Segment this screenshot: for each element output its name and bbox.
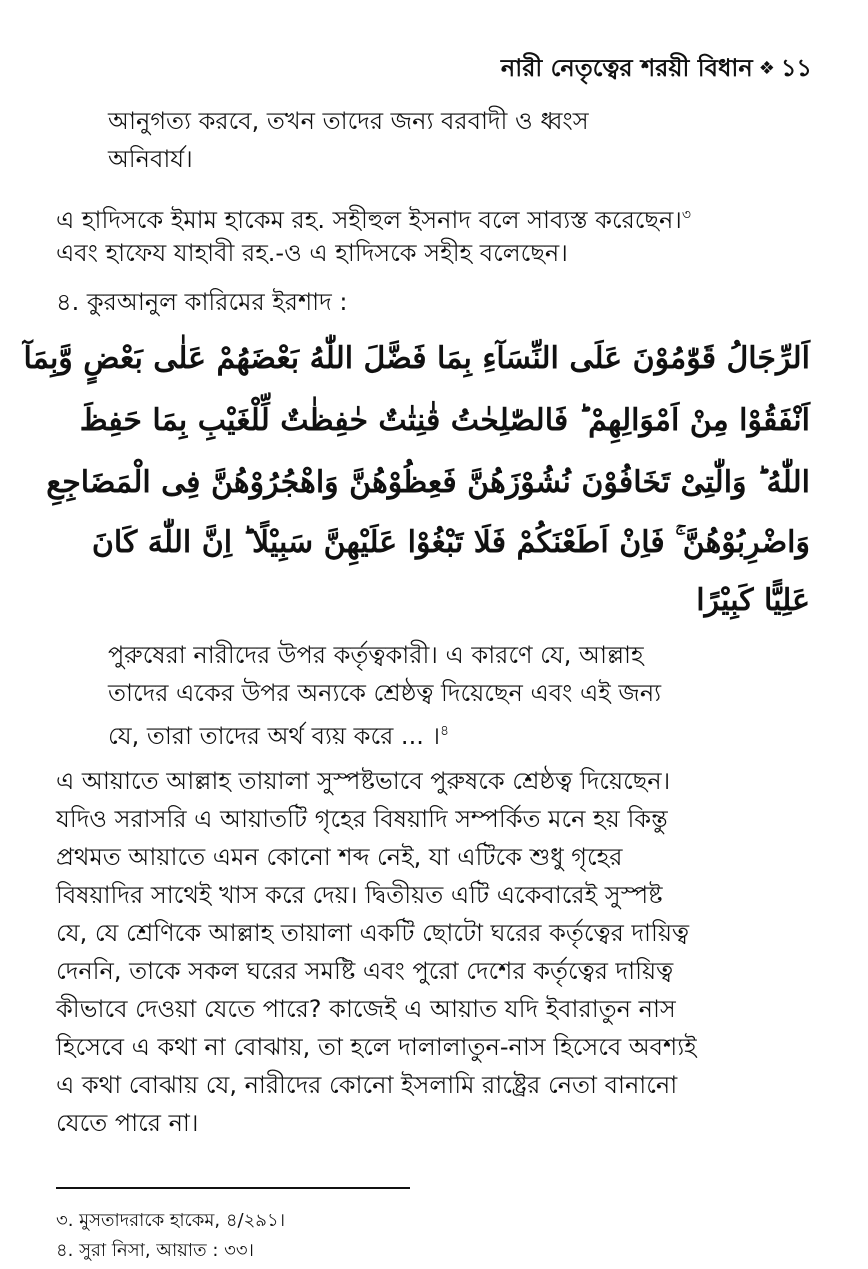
body-line-5: যে, যে শ্রেণিকে আল্লাহ তায়ালা একটি ছোটো ঘরের কর্তৃত্বের দায়িত্ব (56, 919, 690, 947)
arabic-verse-line-2: اَنْفَقُوْا مِنْ اَمْوَالِهِمْ ؕ فَالصّٰلِحٰتُ قٰنِتٰتٌ حٰفِظٰتٌ لِّلْغَيْبِ بِمَا حَفِظَ (79, 403, 810, 438)
running-header (501, 50, 812, 90)
arabic-verse-line-1: اَلرِّجَالُ قَوّٰمُوْنَ عَلَى النِّسَآءِ بِمَا فَضَّلَ اللّٰهُ بَعْضَهُمْ عَلٰى بَعْضٍ وَّبِمَآ (23, 341, 810, 376)
body-line-9: এ কথা বোঝায় যে, নারীদের কোনো ইসলামি রাষ্ট্রের নেতা বানানো (56, 1071, 678, 1099)
footnote-divider (56, 1187, 410, 1189)
quote-line-2: অনিবার্য। (108, 145, 193, 173)
ornament-icon: ❖ (758, 58, 775, 79)
body-line-7: কীভাবে দেওয়া যেতে পারে? কাজেই এ আয়াত যদি ইবারাতুন নাস (56, 995, 676, 1023)
quote-line-1: আনুগত্য করবে, তখন তাদের জন্য বরবাদী ও ধ্বংস (108, 107, 589, 135)
para1-line-2: এবং হাফেয যাহাবী রহ.-ও এ হাদিসকে সহীহ বলেছেন। (56, 239, 568, 267)
body-line-6: দেননি, তাকে সকল ঘরের সমষ্টি এবং পুরো দেশের কর্তৃত্বের দায়িত্ব (56, 957, 674, 985)
item4-heading: ৪. কুরআনুল কারিমের ইরশাদ : (56, 288, 348, 316)
footnote-4: ৪. সুরা নিসা, আয়াত : ৩৩। (56, 1240, 254, 1261)
arabic-verse-line-3: اللّٰهُ ؕ وَالّٰتِىْ تَخَافُوْنَ نُشُوْزَهُنَّ فَعِظُوْهُنَّ وَاهْجُرُوْهُنَّ فِى الْمَضَاجِعِ (46, 465, 810, 500)
translation-line-2: তাদের একের উপর অন্যকে শ্রেষ্ঠত্ব দিয়েছেন এবং এই জন্য (108, 679, 662, 707)
para1-text: এ হাদিসকে ইমাম হাকেম রহ. সহীহুল ইসনাদ বলে সাব্যস্ত করেছেন। (56, 206, 682, 234)
body-line-8: হিসেবে এ কথা না বোঝায়, তা হলে দালালাতুন-নাস হিসেবে অবশ্যই (56, 1033, 697, 1061)
page-number: ১১ (780, 54, 812, 82)
translation-text: যে, তারা তাদের অর্থ ব্যয় করে ... । (108, 722, 441, 750)
header-title: নারী নেতৃত্বের শরয়ী বিধান (500, 54, 753, 82)
footnote-ref-3: ৩ (681, 207, 691, 223)
body-line-2: যদিও সরাসরি এ আয়াতটি গৃহের বিষয়াদি সম্পর্কিত মনে হয় কিন্তু (56, 805, 668, 833)
footnote-3: ৩. মুসতাদরাকে হাকেম, ৪/২৯১। (56, 1210, 286, 1231)
body-line-4: বিষয়াদির সাথেই খাস করে দেয়। দ্বিতীয়ত এটি একেবারেই সুস্পষ্ট (56, 881, 663, 909)
body-line-3: প্রথমত আয়াতে এমন কোনো শব্দ নেই, যা এটিকে শুধু গৃহের (56, 843, 623, 871)
arabic-verse-line-5: عَلِيًّا كَبِيْرًا (696, 583, 810, 618)
para1-line-1 (56, 196, 816, 239)
translation-line-1: পুরুষেরা নারীদের উপর কর্তৃত্বকারী। এ কারণে যে, আল্লাহ (108, 641, 644, 669)
body-line-1: এ আয়াতে আল্লাহ তায়ালা সুস্পষ্টভাবে পুরুষকে শ্রেষ্ঠত্ব দিয়েছেন। (56, 767, 671, 795)
translation-line-3 (108, 712, 808, 755)
arabic-verse-line-4: وَاضْرِبُوْهُنَّ ۚ فَاِنْ اَطَعْنَكُمْ فَلَا تَبْغُوْا عَلَيْهِنَّ سَبِيْلًا ؕ اِنَّ اللّٰهَ كَانَ (91, 525, 810, 560)
body-line-10: যেতে পারে না। (56, 1109, 199, 1137)
footnote-ref-4: ৪ (440, 723, 450, 739)
